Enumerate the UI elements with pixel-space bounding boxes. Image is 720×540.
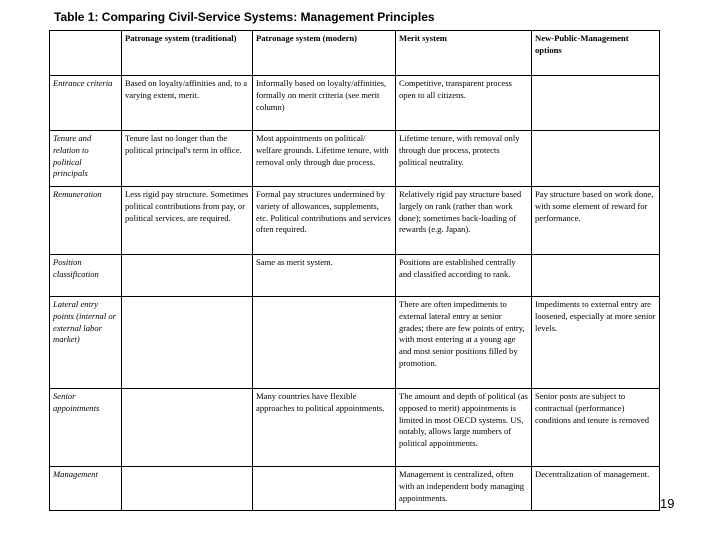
table-cell: The amount and depth of political (as opposed to merit) appointments is limited in most OECD systems. US, notably, allows large numbers of political appointments.	[396, 389, 532, 467]
table-cell	[122, 389, 253, 467]
table-cell	[253, 467, 396, 511]
header-row	[50, 31, 660, 76]
table-cell: Management is centralized, often with an independent body managing appointments.	[396, 467, 532, 511]
table-cell: Many countries have flexible approaches to political appointments.	[253, 389, 396, 467]
row-label: Remuneration	[50, 187, 122, 255]
table-row	[50, 467, 660, 511]
table-cell: Same as merit system.	[253, 255, 396, 297]
table-row	[50, 76, 660, 131]
table-row	[50, 255, 660, 297]
table-cell: There are often impediments to external lateral entry at senior grades; there are few points of entry, with most entering at a young age and most senior positions filled by promotion.	[396, 297, 532, 389]
table-row	[50, 297, 660, 389]
page-number: 19	[660, 496, 675, 511]
table-cell: Tenure last no longer than the political principal's term in office.	[122, 131, 253, 187]
table-row	[50, 187, 660, 255]
table-cell: Informally based on loyalty/affinities, formally on merit criteria (see merit column)	[253, 76, 396, 131]
row-label: Lateral entry points (internal or external labor market)	[50, 297, 122, 389]
table-cell: Formal pay structures undermined by variety of allowances, supplements, etc. Political contributions and services often required.	[253, 187, 396, 255]
table-cell	[122, 297, 253, 389]
header-cell-npm: New-Public-Management options	[532, 31, 660, 76]
table-cell: Senior posts are subject to contractual (performance) conditions and tenure is removed	[532, 389, 660, 467]
row-label: Entrance criteria	[50, 76, 122, 131]
comparison-table	[49, 30, 660, 511]
table-cell: Relatively rigid pay structure based largely on rank (rather than work done); sometimes back-loading of rewards (e.g. Japan).	[396, 187, 532, 255]
table-cell	[122, 255, 253, 297]
table-cell: Positions are established centrally and classified according to rank.	[396, 255, 532, 297]
row-label: Tenure and relation to political principals	[50, 131, 122, 187]
table-title: Table 1: Comparing Civil-Service Systems: Management Principles	[54, 10, 435, 24]
table-cell	[532, 255, 660, 297]
table-cell: Based on loyalty/affinities and, to a varying extent, merit.	[122, 76, 253, 131]
table-cell	[253, 297, 396, 389]
table-cell: Less rigid pay structure. Sometimes political contributions from pay, or political services, are required.	[122, 187, 253, 255]
header-cell-empty	[50, 31, 122, 76]
table-cell: Competitive, transparent process open to all citizens.	[396, 76, 532, 131]
table-cell	[532, 131, 660, 187]
table-cell: Pay structure based on work done, with some element of reward for performance.	[532, 187, 660, 255]
row-label: Senior appointments	[50, 389, 122, 467]
table-cell: Most appointments on political/ welfare grounds. Lifetime tenure, with removal only through due process.	[253, 131, 396, 187]
row-label: Position classification	[50, 255, 122, 297]
table-cell: Lifetime tenure, with removal only through due process, protects political neutrality.	[396, 131, 532, 187]
table-row	[50, 131, 660, 187]
table-cell	[122, 467, 253, 511]
table-cell: Decentralization of management.	[532, 467, 660, 511]
table-cell: Impediments to external entry are loosened, especially at more senior levels.	[532, 297, 660, 389]
header-cell-patronage-traditional: Patronage system (traditional)	[122, 31, 253, 76]
header-cell-patronage-modern: Patronage system (modern)	[253, 31, 396, 76]
row-label: Management	[50, 467, 122, 511]
table-row	[50, 389, 660, 467]
table-cell	[532, 76, 660, 131]
header-cell-merit: Merit system	[396, 31, 532, 76]
